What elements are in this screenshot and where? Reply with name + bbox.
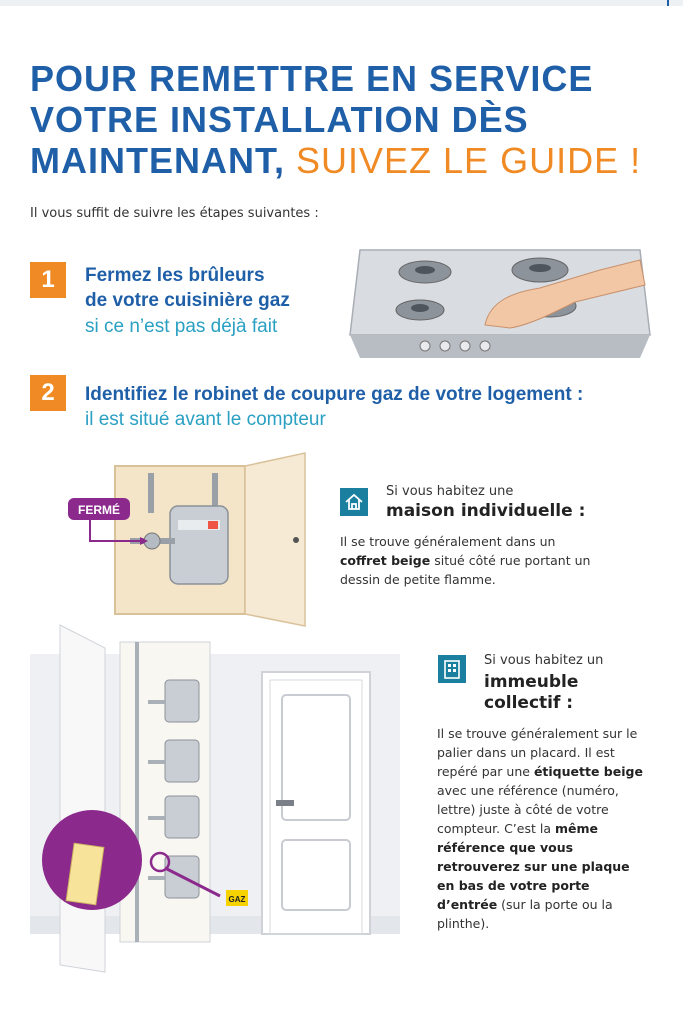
house-body: Il se trouve généralement dans un coffret beige situé côté rue portant un dessin de petite flamme. bbox=[340, 534, 591, 587]
intro-text: Il vous suffit de suivre les étapes suivantes : bbox=[30, 206, 319, 221]
step-1-title-line-1: Fermez les brûleurs bbox=[85, 265, 265, 286]
title-line-1: POUR REMETTRE EN SERVICE bbox=[30, 58, 594, 99]
ferme-label: FERMÉ bbox=[78, 503, 120, 517]
building-heading-2: collectif : bbox=[484, 693, 574, 713]
title-line-3: MAINTENANT, bbox=[30, 140, 285, 181]
house-lead: Si vous habitez une bbox=[386, 484, 514, 499]
step-1-badge: 1 bbox=[30, 262, 66, 298]
building-landing-illustration bbox=[30, 620, 410, 980]
top-bar bbox=[0, 0, 683, 6]
top-bar-tick bbox=[667, 0, 669, 6]
house-icon bbox=[340, 488, 368, 516]
cooktop-illustration bbox=[340, 240, 660, 365]
building-icon bbox=[438, 655, 466, 683]
gaz-label: GAZ bbox=[228, 895, 246, 904]
step-2-title: Identifiez le robinet de coupure gaz de votre logement : bbox=[85, 384, 584, 405]
building-body: Il se trouve généralement sur le palier dans un placard. Il est repéré par une étiquette beige avec une référence (numéro, lettre) juste à côté de votre compteur. C’est la même référence que vous retrouverez sur une plaque en bas de votre porte d’entrée (sur la porte ou la plinthe). bbox=[437, 726, 643, 931]
title-line-2: VOTRE INSTALLATION DÈS bbox=[30, 99, 529, 140]
step-1-title-line-2: de votre cuisinière gaz bbox=[85, 290, 290, 311]
house-meter-cabinet-illustration bbox=[60, 448, 320, 628]
step-1-subtitle: si ce n’est pas déjà fait bbox=[85, 316, 278, 337]
title-accent: SUIVEZ LE GUIDE ! bbox=[296, 140, 642, 181]
house-heading: maison individuelle : bbox=[386, 501, 586, 521]
page-title bbox=[30, 58, 670, 181]
building-heading-1: immeuble bbox=[484, 672, 579, 692]
step-2-subtitle: il est situé avant le compteur bbox=[85, 409, 326, 430]
step-2-badge: 2 bbox=[30, 375, 66, 411]
building-lead: Si vous habitez un bbox=[484, 653, 604, 668]
